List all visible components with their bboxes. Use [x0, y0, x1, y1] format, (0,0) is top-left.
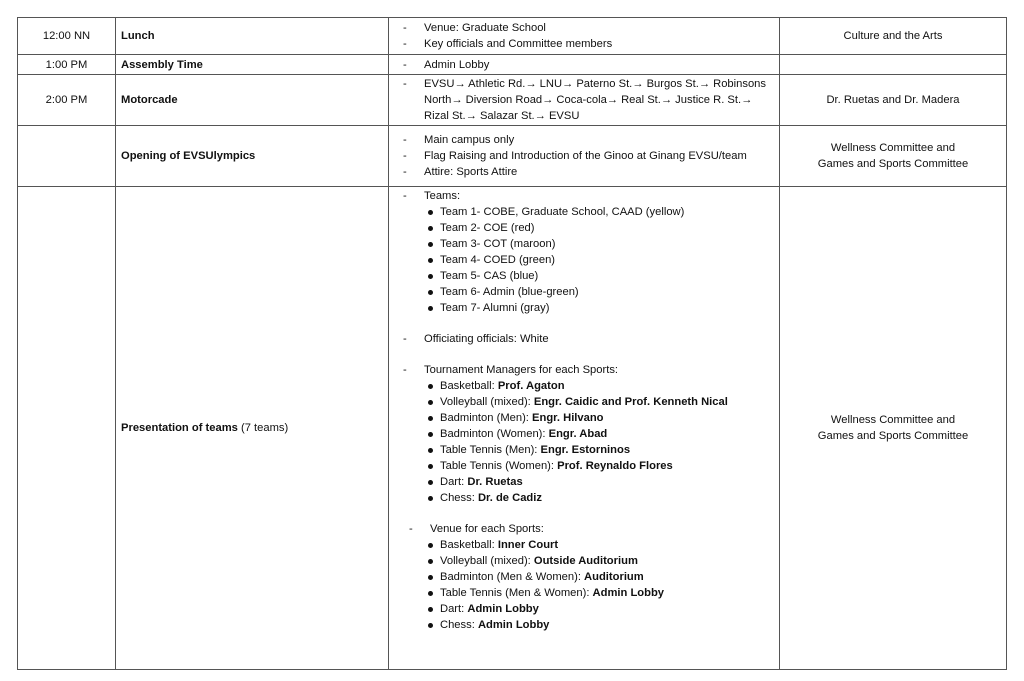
detail-item: - Key officials and Committee members [403, 38, 613, 50]
activity-cell: Lunch [116, 18, 389, 55]
activity-cell: Opening of EVSUlympics [116, 126, 389, 187]
table-row [18, 75, 1007, 126]
table-row [18, 126, 1007, 187]
responsible-line: Games and Sports Committee [817, 430, 969, 442]
officials-item: - Officiating officials: White [403, 333, 549, 345]
details-cell [389, 55, 780, 75]
responsible-line: Wellness Committee and [830, 142, 956, 154]
list-item: Team 3- COT (maroon) [428, 236, 779, 252]
teams-list [389, 204, 779, 316]
list-item: Basketball: Prof. Agaton [428, 378, 779, 394]
list-item: Badminton (Men): Engr. Hilvano [428, 410, 779, 426]
time-cell [18, 187, 116, 670]
list-item: Volleyball (mixed): Engr. Caidic and Prof. Kenneth Nical [428, 394, 779, 410]
list-item: Team 5- CAS (blue) [428, 268, 779, 284]
responsible-line: Wellness Committee and [830, 414, 956, 426]
detail-item: - Flag Raising and Introduction of the Ginoo at Ginang EVSU/team [403, 150, 747, 162]
time-cell: 12:00 NN [18, 18, 116, 55]
activity-note: (7 teams) [237, 422, 289, 434]
responsible-cell [780, 187, 1007, 670]
list-item: Badminton (Men & Women): Auditorium [428, 569, 779, 585]
list-item: Badminton (Women): Engr. Abad [428, 426, 779, 442]
detail-item: - Admin Lobby [403, 58, 490, 71]
table-row [18, 18, 1007, 55]
details-cell [389, 126, 780, 187]
table-row [18, 55, 1007, 75]
teams-heading: - Teams: [403, 190, 461, 202]
detail-item: - Venue: Graduate School [403, 22, 546, 34]
responsible-cell: Culture and the Arts [780, 18, 1007, 55]
list-item: Volleyball (mixed): Outside Auditorium [428, 553, 779, 569]
venues-heading: - Venue for each Sports: [409, 523, 544, 535]
activity-cell: Presentation of teams (7 teams) [116, 187, 389, 670]
list-item: Team 2- COE (red) [428, 220, 779, 236]
list-item: Team 6- Admin (blue-green) [428, 284, 779, 300]
details-cell [389, 75, 780, 126]
detail-item: - Main campus only [403, 134, 515, 146]
list-item: Basketball: Inner Court [428, 537, 779, 553]
list-item: Team 1- COBE, Graduate School, CAAD (yellow) [428, 204, 779, 220]
list-item: Table Tennis (Men): Engr. Estorninos [428, 442, 779, 458]
list-item: Chess: Dr. de Cadiz [428, 490, 779, 506]
table-row [18, 187, 1007, 670]
details-cell [389, 187, 780, 670]
time-cell [18, 126, 116, 187]
managers-heading: - Tournament Managers for each Sports: [403, 364, 619, 376]
time-cell: 2:00 PM [18, 75, 116, 126]
list-item: Team 7- Alumni (gray) [428, 300, 779, 316]
list-item: Dart: Dr. Ruetas [428, 474, 779, 490]
responsible-cell: Dr. Ruetas and Dr. Madera [780, 75, 1007, 126]
list-item: Chess: Admin Lobby [428, 617, 779, 633]
list-item: Table Tennis (Women): Prof. Reynaldo Flores [428, 458, 779, 474]
list-item: Table Tennis (Men & Women): Admin Lobby [428, 585, 779, 601]
activity-cell: Motorcade [116, 75, 389, 126]
program-schedule-table [17, 17, 1007, 670]
managers-list [389, 378, 779, 506]
list-item: Dart: Admin Lobby [428, 601, 779, 617]
responsible-cell [780, 55, 1007, 75]
time-cell: 1:00 PM [18, 55, 116, 75]
responsible-cell [780, 126, 1007, 187]
details-cell [389, 18, 780, 55]
responsible-line: Games and Sports Committee [817, 158, 969, 170]
detail-item: - Attire: Sports Attire [403, 166, 518, 178]
activity-cell: Assembly Time [116, 55, 389, 75]
venues-list [389, 537, 779, 633]
motorcade-route: - EVSU→ Athletic Rd.→ LNU→ Paterno St.→ Burgos St.→ Robinsons North→ Diversion Road→ Coca-cola→ Real St.→ Justice R. St.→ Rizal St.→ Salazar St.→ EVSU [403, 78, 766, 122]
list-item: Team 4- COED (green) [428, 252, 779, 268]
